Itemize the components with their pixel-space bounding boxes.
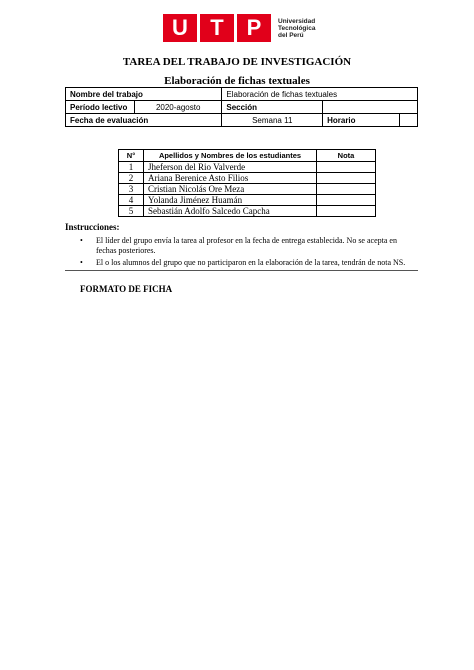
logo-line-3: del Perú	[278, 31, 304, 39]
logo-line-2: Tecnológica	[278, 24, 316, 32]
document-subtitle: Elaboración de fichas textuales	[164, 75, 310, 87]
row-number: 1	[119, 162, 144, 173]
info-row-periodo	[66, 101, 418, 114]
logo-line-1: Universidad	[278, 17, 316, 25]
row-number: 4	[119, 195, 144, 206]
header-number: N°	[119, 150, 144, 162]
instruction-item: • El líder del grupo envía la tarea al profesor en la fecha de entrega establecida. No se acepta en fechas posteriores.	[80, 236, 410, 256]
row-number: 5	[119, 206, 144, 217]
periodo-value: 2020-agosto	[135, 101, 222, 114]
student-name: Cristian Nicolás Ore Meza	[144, 184, 317, 195]
divider-line	[65, 270, 418, 271]
students-header-row	[119, 150, 376, 162]
seccion-value	[323, 101, 418, 114]
horario-value	[399, 114, 417, 127]
info-row-fecha	[66, 114, 418, 127]
student-name: Jheferson del Rio Valverde	[144, 162, 317, 173]
logo-letter-u: U	[163, 14, 197, 42]
header-nota: Nota	[317, 150, 376, 162]
section-heading-formato: FORMATO DE FICHA	[80, 284, 173, 294]
fecha-label: Fecha de evaluación	[66, 114, 222, 127]
row-number: 3	[119, 184, 144, 195]
student-name: Sebastián Adolfo Salcedo Capcha	[144, 206, 317, 217]
table-row	[119, 184, 376, 195]
student-nota	[317, 184, 376, 195]
document-title: TAREA DEL TRABAJO DE INVESTIGACIÓN	[122, 56, 352, 68]
nombre-value: Elaboración de fichas textuales	[222, 88, 418, 101]
logo-letter-t: T	[200, 14, 234, 42]
utp-logo	[163, 14, 315, 42]
student-name: Ariana Berenice Asto Filios	[144, 173, 317, 184]
info-row-nombre	[66, 88, 418, 101]
row-number: 2	[119, 173, 144, 184]
header-names: Apellidos y Nombres de los estudiantes	[144, 150, 317, 162]
student-nota	[317, 162, 376, 173]
table-row	[119, 173, 376, 184]
logo-text	[278, 18, 315, 39]
nombre-label: Nombre del trabajo	[66, 88, 222, 101]
fecha-value: Semana 11	[222, 114, 323, 127]
instructions-list	[80, 236, 410, 270]
student-nota	[317, 173, 376, 184]
table-row	[119, 162, 376, 173]
student-nota	[317, 206, 376, 217]
table-row	[119, 206, 376, 217]
horario-label: Horario	[323, 114, 399, 127]
student-nota	[317, 195, 376, 206]
info-table	[65, 87, 418, 127]
periodo-label: Período lectivo	[66, 101, 135, 114]
students-table	[118, 149, 376, 217]
student-name: Yolanda Jiménez Huamán	[144, 195, 317, 206]
instructions-heading: Instrucciones:	[65, 222, 120, 232]
instruction-item: • El o los alumnos del grupo que no participaron en la elaboración de la tarea, tendrán de nota NS.	[80, 258, 410, 268]
table-row	[119, 195, 376, 206]
seccion-label: Sección	[222, 101, 323, 114]
logo-letter-p: P	[237, 14, 271, 42]
